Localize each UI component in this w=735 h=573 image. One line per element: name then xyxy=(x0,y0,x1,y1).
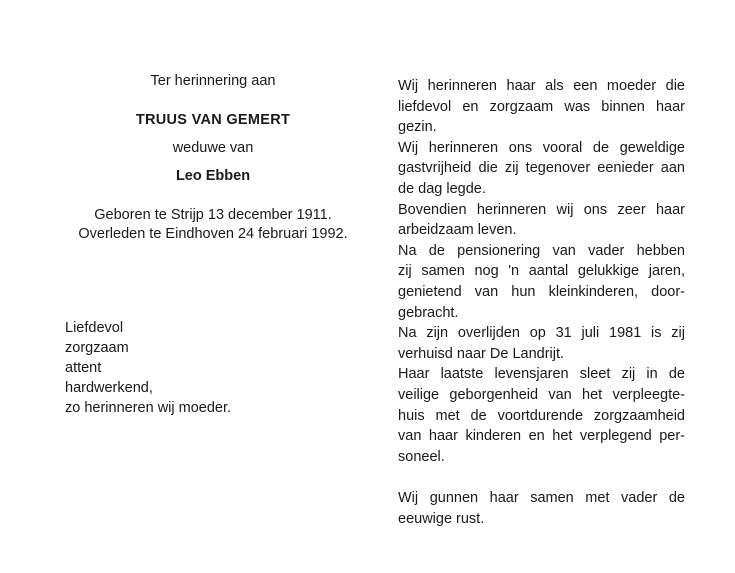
husband-name: Leo Ebben xyxy=(175,168,251,184)
life-dates xyxy=(48,206,378,244)
text-line: de dag legde. xyxy=(398,180,486,197)
deceased-name: TRUUS VAN GEMERT xyxy=(135,112,291,128)
text-line: zij samen nog 'n aantal gelukkige jaren, xyxy=(398,263,685,280)
poem-line: Liefdevol xyxy=(65,320,124,336)
left-column xyxy=(48,72,378,244)
birth-line: Geboren te Strijp 13 december 1911. xyxy=(94,207,332,223)
poem-line: hardwerkend, xyxy=(65,380,153,396)
text-line: eeuwige rust. xyxy=(398,510,485,527)
text-line: Na zijn overlijden op 31 juli 1981 is zij xyxy=(398,325,685,342)
text-line: gezin. xyxy=(398,119,437,136)
intro-text: Ter herinnering aan xyxy=(150,73,276,89)
poem-line: zorgzaam xyxy=(65,340,129,356)
text-line: Haar laatste levensjaren sleet zij in de xyxy=(398,366,685,383)
text-line: Wij herinneren ons vooral de geweldige xyxy=(398,139,685,156)
relation-text: weduwe van xyxy=(172,140,254,156)
text-line: Wij herinneren haar als een moeder die xyxy=(398,78,685,94)
text-line: Na de pensionering van vader hebben xyxy=(398,242,685,259)
poem-line: attent xyxy=(65,360,102,376)
text-line: liefdevol en zorgzaam was binnen haar xyxy=(398,98,685,115)
death-line: Overleden te Eindhoven 24 februari 1992. xyxy=(78,226,348,242)
text-line: genietend van hun kleinkinderen, door- xyxy=(398,283,685,300)
text-line: veilige geborgenheid van het verpleegte- xyxy=(398,386,685,403)
poem xyxy=(65,318,365,418)
text-line: soneel. xyxy=(398,448,445,465)
text-line: arbeidzaam leven. xyxy=(398,222,517,239)
right-column xyxy=(398,76,685,529)
text-line: Bovendien herinneren wij ons zeer haar xyxy=(398,201,685,218)
text-line: Wij gunnen haar samen met vader de xyxy=(398,490,685,507)
paragraph-gap xyxy=(398,467,685,488)
text-line: huis met de voortdurende zorgzaamheid xyxy=(398,407,685,424)
text-line: verhuisd naar De Landrijt. xyxy=(398,345,565,362)
text-line: gebracht. xyxy=(398,304,459,321)
text-line: gastvrijheid die zij tegenover eenieder aan xyxy=(398,160,685,177)
poem-line: zo herinneren wij moeder. xyxy=(65,400,232,416)
text-line: van haar kinderen en het verplegend per- xyxy=(398,428,685,445)
